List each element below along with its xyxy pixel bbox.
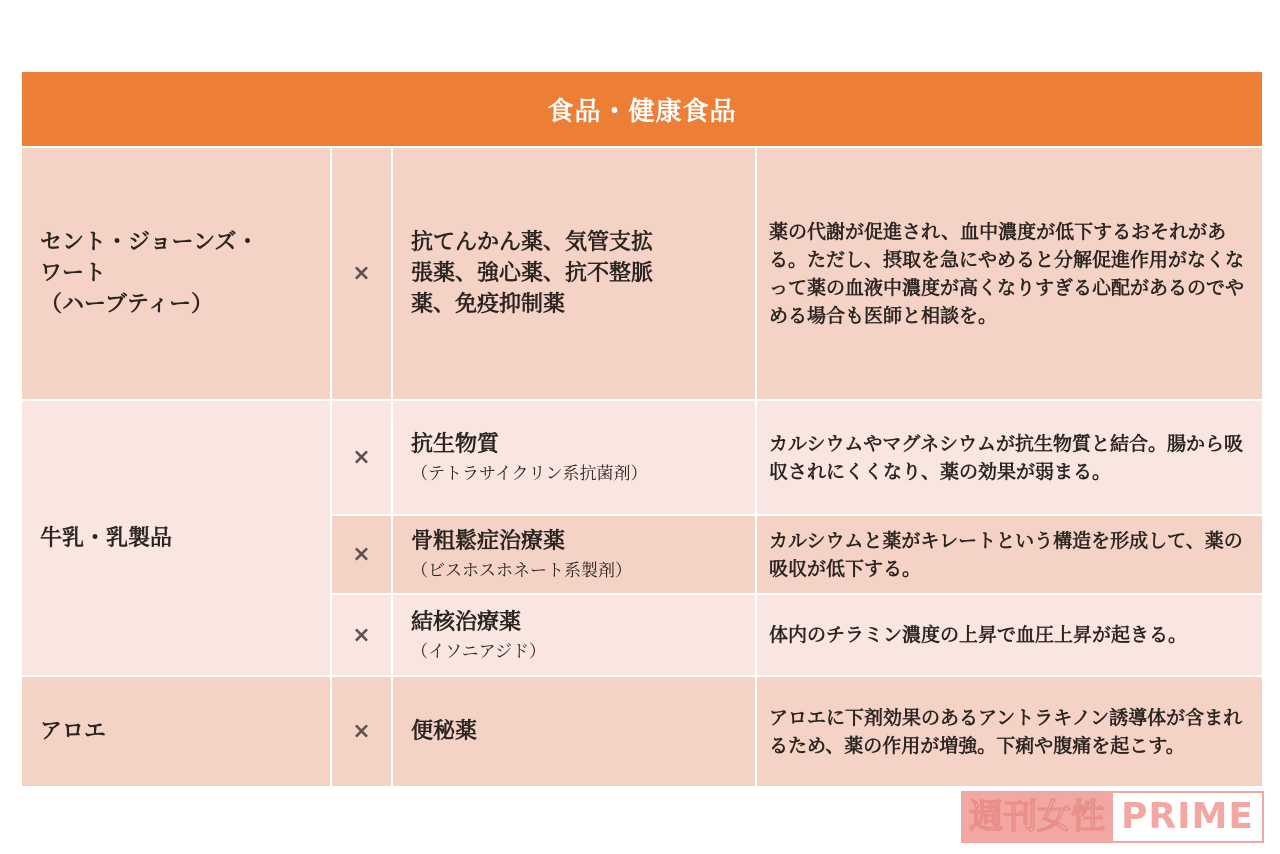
drug-note: （イソニアジド）: [411, 641, 546, 662]
cross-mark: ×: [332, 677, 391, 786]
table-header: 食品・健康食品: [22, 72, 1262, 146]
cross-mark: ×: [332, 148, 391, 399]
logo-jp: 週刊女性: [961, 791, 1113, 843]
cross-mark: ×: [332, 595, 391, 675]
food-cell-aloe: アロエ: [22, 677, 330, 786]
watermark-logo: [961, 791, 1264, 843]
drug-name: 骨粗鬆症治療薬: [411, 529, 566, 554]
interaction-table: [22, 72, 1262, 786]
drug-name: 便秘薬: [411, 719, 478, 744]
drug-note: （ビスホスホネート系製剤）: [411, 561, 632, 581]
effect-cell: アロエに下剤効果のあるアントラキノン誘導体が含まれるため、薬の作用が増強。下痢や腹痛を起こす。: [757, 677, 1262, 786]
drug-name: 抗生物質: [411, 432, 500, 457]
food-cell-milk: 牛乳・乳製品: [22, 401, 330, 675]
cross-mark: ×: [332, 401, 391, 514]
food-cell-st-johns-wort: セント・ジョーンズ・ ワート （ハーブティー）: [22, 148, 330, 399]
drug-cell: [393, 148, 755, 399]
effect-cell: 薬の代謝が促進され、血中濃度が低下するおそれがある。ただし、摂取を急にやめると分解促進作用がなくなって薬の血液中濃度が高くなりすぎる心配があるのでやめる場合も医師と相談を。: [757, 148, 1262, 399]
drug-cell: [393, 516, 755, 593]
effect-cell: カルシウムと薬がキレートという構造を形成して、薬の吸収が低下する。: [757, 516, 1262, 593]
effect-cell: 体内のチラミン濃度の上昇で血圧上昇が起きる。: [757, 595, 1262, 675]
effect-cell: カルシウムやマグネシウムが抗生物質と結合。腸から吸収されにくくなり、薬の効果が弱まる。: [757, 401, 1262, 514]
logo-prime: PRIME: [1113, 791, 1264, 843]
drug-name: 抗てんかん薬、気管支拡 張薬、強心薬、抗不整脈 薬、免疫抑制薬: [411, 230, 654, 317]
drug-cell: [393, 595, 755, 675]
drug-cell: [393, 401, 755, 514]
drug-note: （テトラサイクリン系抗菌剤）: [411, 464, 648, 484]
cross-mark: ×: [332, 516, 391, 593]
drug-cell: [393, 677, 755, 786]
drug-name: 結核治療薬: [411, 609, 522, 635]
